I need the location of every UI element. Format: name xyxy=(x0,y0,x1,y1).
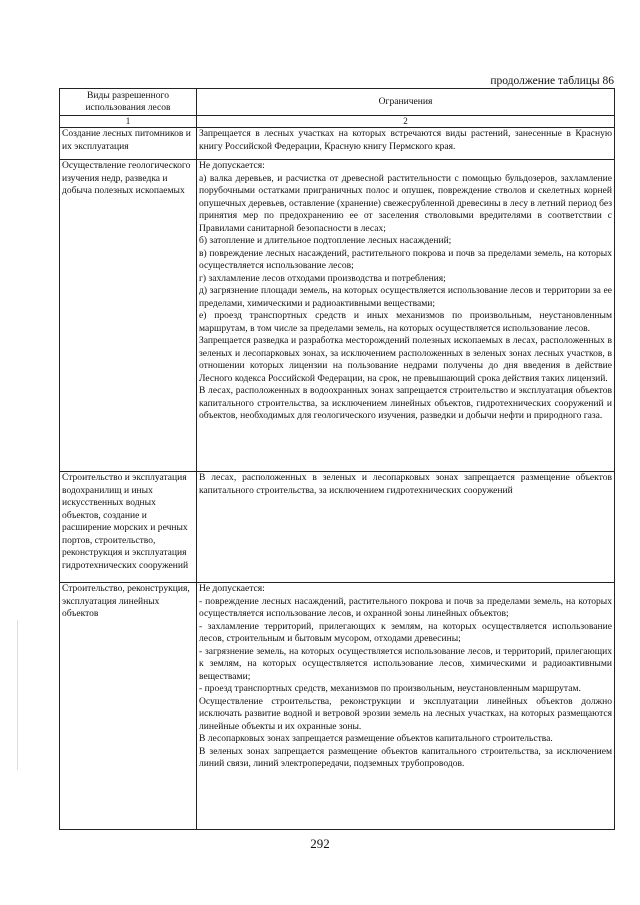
scan-artifact-line xyxy=(17,620,18,770)
restrictions-cell xyxy=(197,583,615,830)
table-row xyxy=(60,128,615,160)
restriction-paragraph: Не допускается: xyxy=(199,583,265,594)
header-usage-type: Виды разрешенного использования лесов xyxy=(60,89,197,116)
restriction-paragraph: в) повреждение лесных насаждений, растительного покрова и почв за пределами земель, на которых осуществляется использование лесов; xyxy=(199,247,612,271)
table-row xyxy=(60,160,615,472)
restriction-paragraph: - проезд транспортных средств, механизмов по произвольным, неустановленным маршрутам. xyxy=(199,683,581,694)
column-number-1: 1 xyxy=(60,116,197,128)
usage-type-cell: Осуществление геологического изучения недр, разведка и добыча полезных ископаемых xyxy=(60,160,197,472)
usage-type-cell: Создание лесных питомников и их эксплуатация xyxy=(60,128,197,160)
usage-type-cell: Строительство и эксплуатация водохранилищ и иных искусственных водных объектов, создание и расширение морских и речных портов, строительство, реконструкция и эксплуатация гидротехнических сооружений xyxy=(60,472,197,583)
restriction-paragraph: - загрязнение земель, на которых осуществляется использование лесов, и территорий, прилегающих к землям, на которых осуществляется использование лесов, химическими и радиоактивными веществами; xyxy=(199,645,612,682)
page-number: 292 xyxy=(310,836,330,851)
header-restrictions: Ограничения xyxy=(197,89,615,116)
table-row xyxy=(60,583,615,830)
restriction-paragraph: В лесопарковых зонах запрещается размещение объектов капитального строительства. xyxy=(199,733,553,744)
table-header-row xyxy=(60,89,615,116)
restriction-paragraph: Запрещается разведка и разработка месторождений полезных ископаемых в лесах, расположенных в зеленых и лесопарковых зонах, за исключением расположенных в зеленых зонах лесных участков, в отношении которых лицензии на пользование недрами получены до дня введения в действие Лесного кодекса Российской Федерации, на срок, не превышающий срока действия таких лицензий. xyxy=(199,335,612,384)
column-number-2: 2 xyxy=(197,116,615,128)
restriction-paragraph: В зеленых зонах запрещается размещение объектов капитального строительства, за исключением линий связи, линий электропередачи, подземных трубопроводов. xyxy=(199,745,612,769)
usage-type-cell: Строительство, реконструкция, эксплуатация линейных объектов xyxy=(60,583,197,830)
restriction-paragraph: В лесах, расположенных в водоохранных зонах запрещается строительство и эксплуатация объектов капитального строительства, за исключением линейных объектов, гидротехнических сооружений и объектов, необходимых для геологического изучения, разведки и добычи нефти и природного газа. xyxy=(199,385,612,421)
restriction-paragraph: - повреждение лесных насаждений, растительного покрова и почв за пределами земель, на которых осуществляется использование лесов, и охранной зоны линейных объектов; xyxy=(199,595,612,619)
restriction-paragraph: е) проезд транспортных средств и иных механизмов по произвольным, неустановленным маршрутам, в том числе за пределами земель, на которых осуществляется использование лесов. xyxy=(199,310,612,334)
restriction-paragraph: г) захламление лесов отходами производства и потребления; xyxy=(199,272,446,284)
restriction-paragraph: д) загрязнение площади земель, на которых осуществляется использование лесов и территории за ее пределами, химическими и радиоактивными веществами; xyxy=(199,285,612,309)
table-row xyxy=(60,472,615,583)
restrictions-cell xyxy=(197,128,615,160)
column-numbers-row xyxy=(60,116,615,128)
restriction-paragraph: б) затопление и длительное подтопление лесных насаждений; xyxy=(199,235,452,246)
restriction-paragraph: Запрещается в лесных участках на которых встречаются виды растений, занесенные в Красную книгу Российской Федерации, Красную книгу Пермского края. xyxy=(199,128,612,152)
restrictions-cell xyxy=(197,160,615,472)
restriction-paragraph: - захламление территорий, прилегающих к землям, на которых осуществляется использование лесов, строительным и бытовым мусором, отходами древесины; xyxy=(199,620,612,644)
restriction-paragraph: Осуществление строительства, реконструкции и эксплуатации линейных объектов должно исключать развитие водной и ветровой эрозии земель на лесных участках, на которых размещаются линейные объекты и их охранные зоны. xyxy=(199,695,612,732)
restriction-paragraph: Не допускается: xyxy=(199,160,265,171)
restrictions-cell xyxy=(197,472,615,583)
restrictions-table xyxy=(59,88,615,830)
restriction-paragraph: В лесах, расположенных в зеленых и лесопарковых зонах запрещается размещение объектов капитального строительства, за исключением гидротехнических сооружений xyxy=(199,472,612,496)
table-continuation-caption: продолжение таблицы 86 xyxy=(490,75,614,87)
restriction-paragraph: а) валка деревьев, и расчистка от древесной растительности с помощью бульдозеров, захламление порубочными остатками приграничных полос и опушек, повреждение стволов и скелетных корней опушечных деревьев, оставление (хранение) свежесрубленной древесины в лесу в летний период без принятия мер по предохранению ее от заселения стволовыми вредителями в соответствии с Правилами санитарной безопасности в лесах; xyxy=(199,172,612,234)
